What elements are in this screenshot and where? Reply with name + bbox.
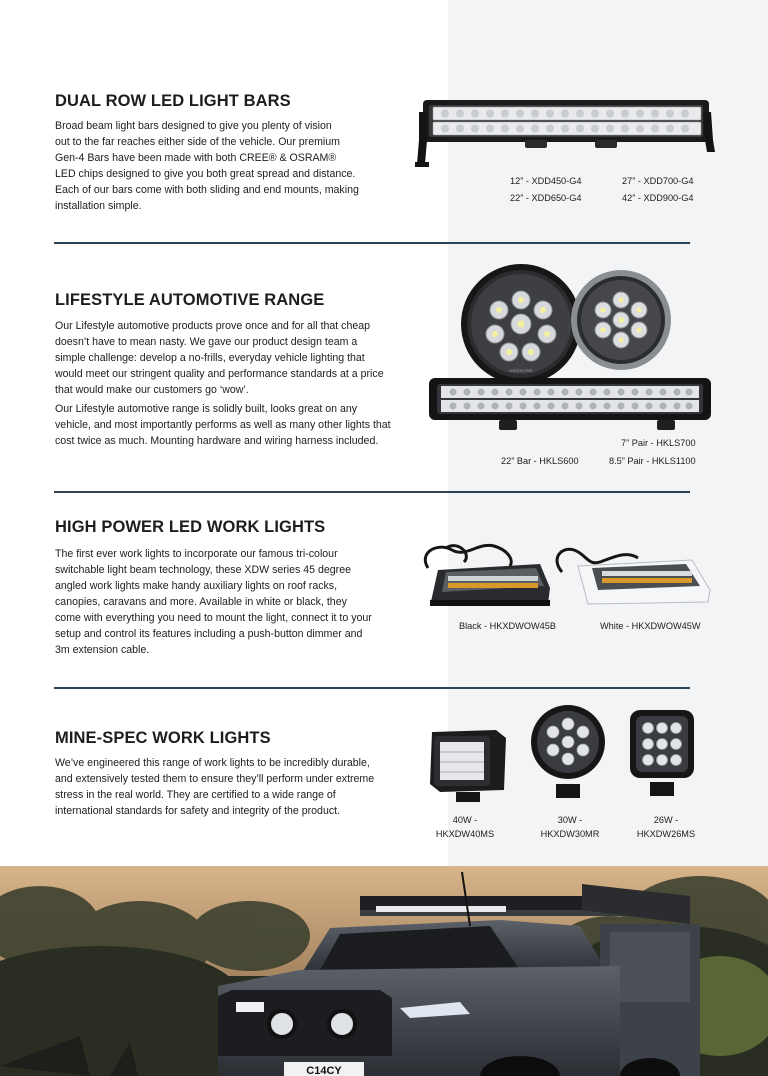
caption-line: 30W - <box>557 815 583 825</box>
body-line: simple challenge: develop a no-frills, everyday vehicle lighting that <box>55 352 365 364</box>
section-body <box>55 318 391 449</box>
body-line: stress in the real world. They are certified to a wide range of <box>55 789 336 801</box>
body-line: Broad beam light bars designed to give you plenty of vision <box>55 120 332 132</box>
round-work-light-30w-image <box>530 702 608 806</box>
section-body <box>55 118 359 214</box>
product-brand-text: HARDKORR <box>509 368 533 373</box>
body-line: canopies, caravans and more. Available in white or black, they <box>55 596 347 608</box>
body-line: come with everything you need to mount the light, connect it to your <box>55 612 372 624</box>
product-caption: 22” - XDD650-G4 <box>510 193 582 203</box>
body-line: international standards for safety and integrity of the product. <box>55 805 341 817</box>
body-line: angled work lights make handy auxiliary lights on roof racks, <box>55 580 338 592</box>
body-line: vehicle, and most importantly performs as well as many other lights that <box>55 419 391 431</box>
product-caption: 8.5” Pair - HKLS1100 <box>609 456 696 466</box>
body-line: doesn’t have to mean nasty. We gave our product design team a <box>55 336 358 348</box>
body-line: LED chips designed to give you both great spread and distance. <box>55 168 356 180</box>
section-heading: HIGH POWER LED WORK LIGHTS <box>55 518 326 536</box>
section-divider <box>54 687 690 689</box>
body-line: and extensively tested them to ensure they’ll perform under extreme <box>55 773 375 785</box>
body-line: We’ve engineered this range of work lights to be incredibly durable, <box>55 757 370 769</box>
section-body <box>55 546 372 658</box>
product-caption: Black - HKXDWOW45B <box>459 621 556 631</box>
caption-line: HKXDW30MR <box>540 829 600 839</box>
caption-line: 26W - <box>653 815 679 825</box>
caption-line: 40W - <box>452 815 478 825</box>
body-line: Gen-4 Bars have been made with both CREE® & OSRAM® <box>55 152 337 164</box>
product-caption: 22” Bar - HKLS600 <box>501 456 579 466</box>
vehicle-photo <box>0 866 768 1076</box>
body-line: that would make our customers go ‘wow’. <box>55 384 249 396</box>
caption-line: HKXDW40MS <box>435 829 495 839</box>
dual-row-light-bar-image <box>415 92 715 172</box>
vehicle-photo-illustration <box>0 866 768 1076</box>
product-caption: 42” - XDD900-G4 <box>622 193 694 203</box>
paragraph <box>55 401 391 449</box>
body-line: would meet our stringent quality and performance standards at a price <box>55 368 384 380</box>
body-line: setup and control its features including a push-button dimmer and <box>55 628 363 640</box>
section-heading: DUAL ROW LED LIGHT BARS <box>55 92 291 110</box>
cube-work-light-40w-image <box>426 726 510 806</box>
body-line: The first ever work lights to incorporate our famous tri-colour <box>55 548 338 560</box>
body-line: out to the far reaches either side of the vehicle. Our premium <box>55 136 340 148</box>
body-line: Our Lifestyle automotive range is solidly built, looks great on any <box>55 403 358 415</box>
product-caption: 7” Pair - HKLS700 <box>621 438 696 448</box>
lifestyle-lights-image <box>425 262 715 437</box>
section-divider <box>54 242 690 244</box>
product-caption <box>430 813 500 841</box>
paragraph <box>55 318 391 398</box>
product-caption: 27” - XDD700-G4 <box>622 176 694 186</box>
section-heading: LIFESTYLE AUTOMOTIVE RANGE <box>55 291 325 309</box>
section-heading: MINE-SPEC WORK LIGHTS <box>55 729 271 747</box>
body-line: cost twice as much. Mounting hardware and wiring harness included. <box>55 435 379 447</box>
white-work-light-image <box>548 544 716 606</box>
square-work-light-26w-image <box>626 706 702 806</box>
body-line: switchable light beam technology, these XDW series 45 degree <box>55 564 351 576</box>
product-caption <box>630 813 702 841</box>
license-plate-text: C14CY <box>306 1065 342 1076</box>
product-caption: 12” - XDD450-G4 <box>510 176 582 186</box>
body-line: Each of our bars come with both sliding and end mounts, making <box>55 184 359 196</box>
body-line: installation simple. <box>55 200 142 212</box>
caption-line: HKXDW26MS <box>636 829 696 839</box>
black-work-light-image <box>418 540 553 612</box>
section-divider <box>54 491 690 493</box>
body-line: 3m extension cable. <box>55 644 150 656</box>
section-body <box>55 755 374 819</box>
product-caption <box>530 813 610 841</box>
product-caption: White - HKXDWOW45W <box>600 621 701 631</box>
body-line: Our Lifestyle automotive products prove once and for all that cheap <box>55 320 371 332</box>
